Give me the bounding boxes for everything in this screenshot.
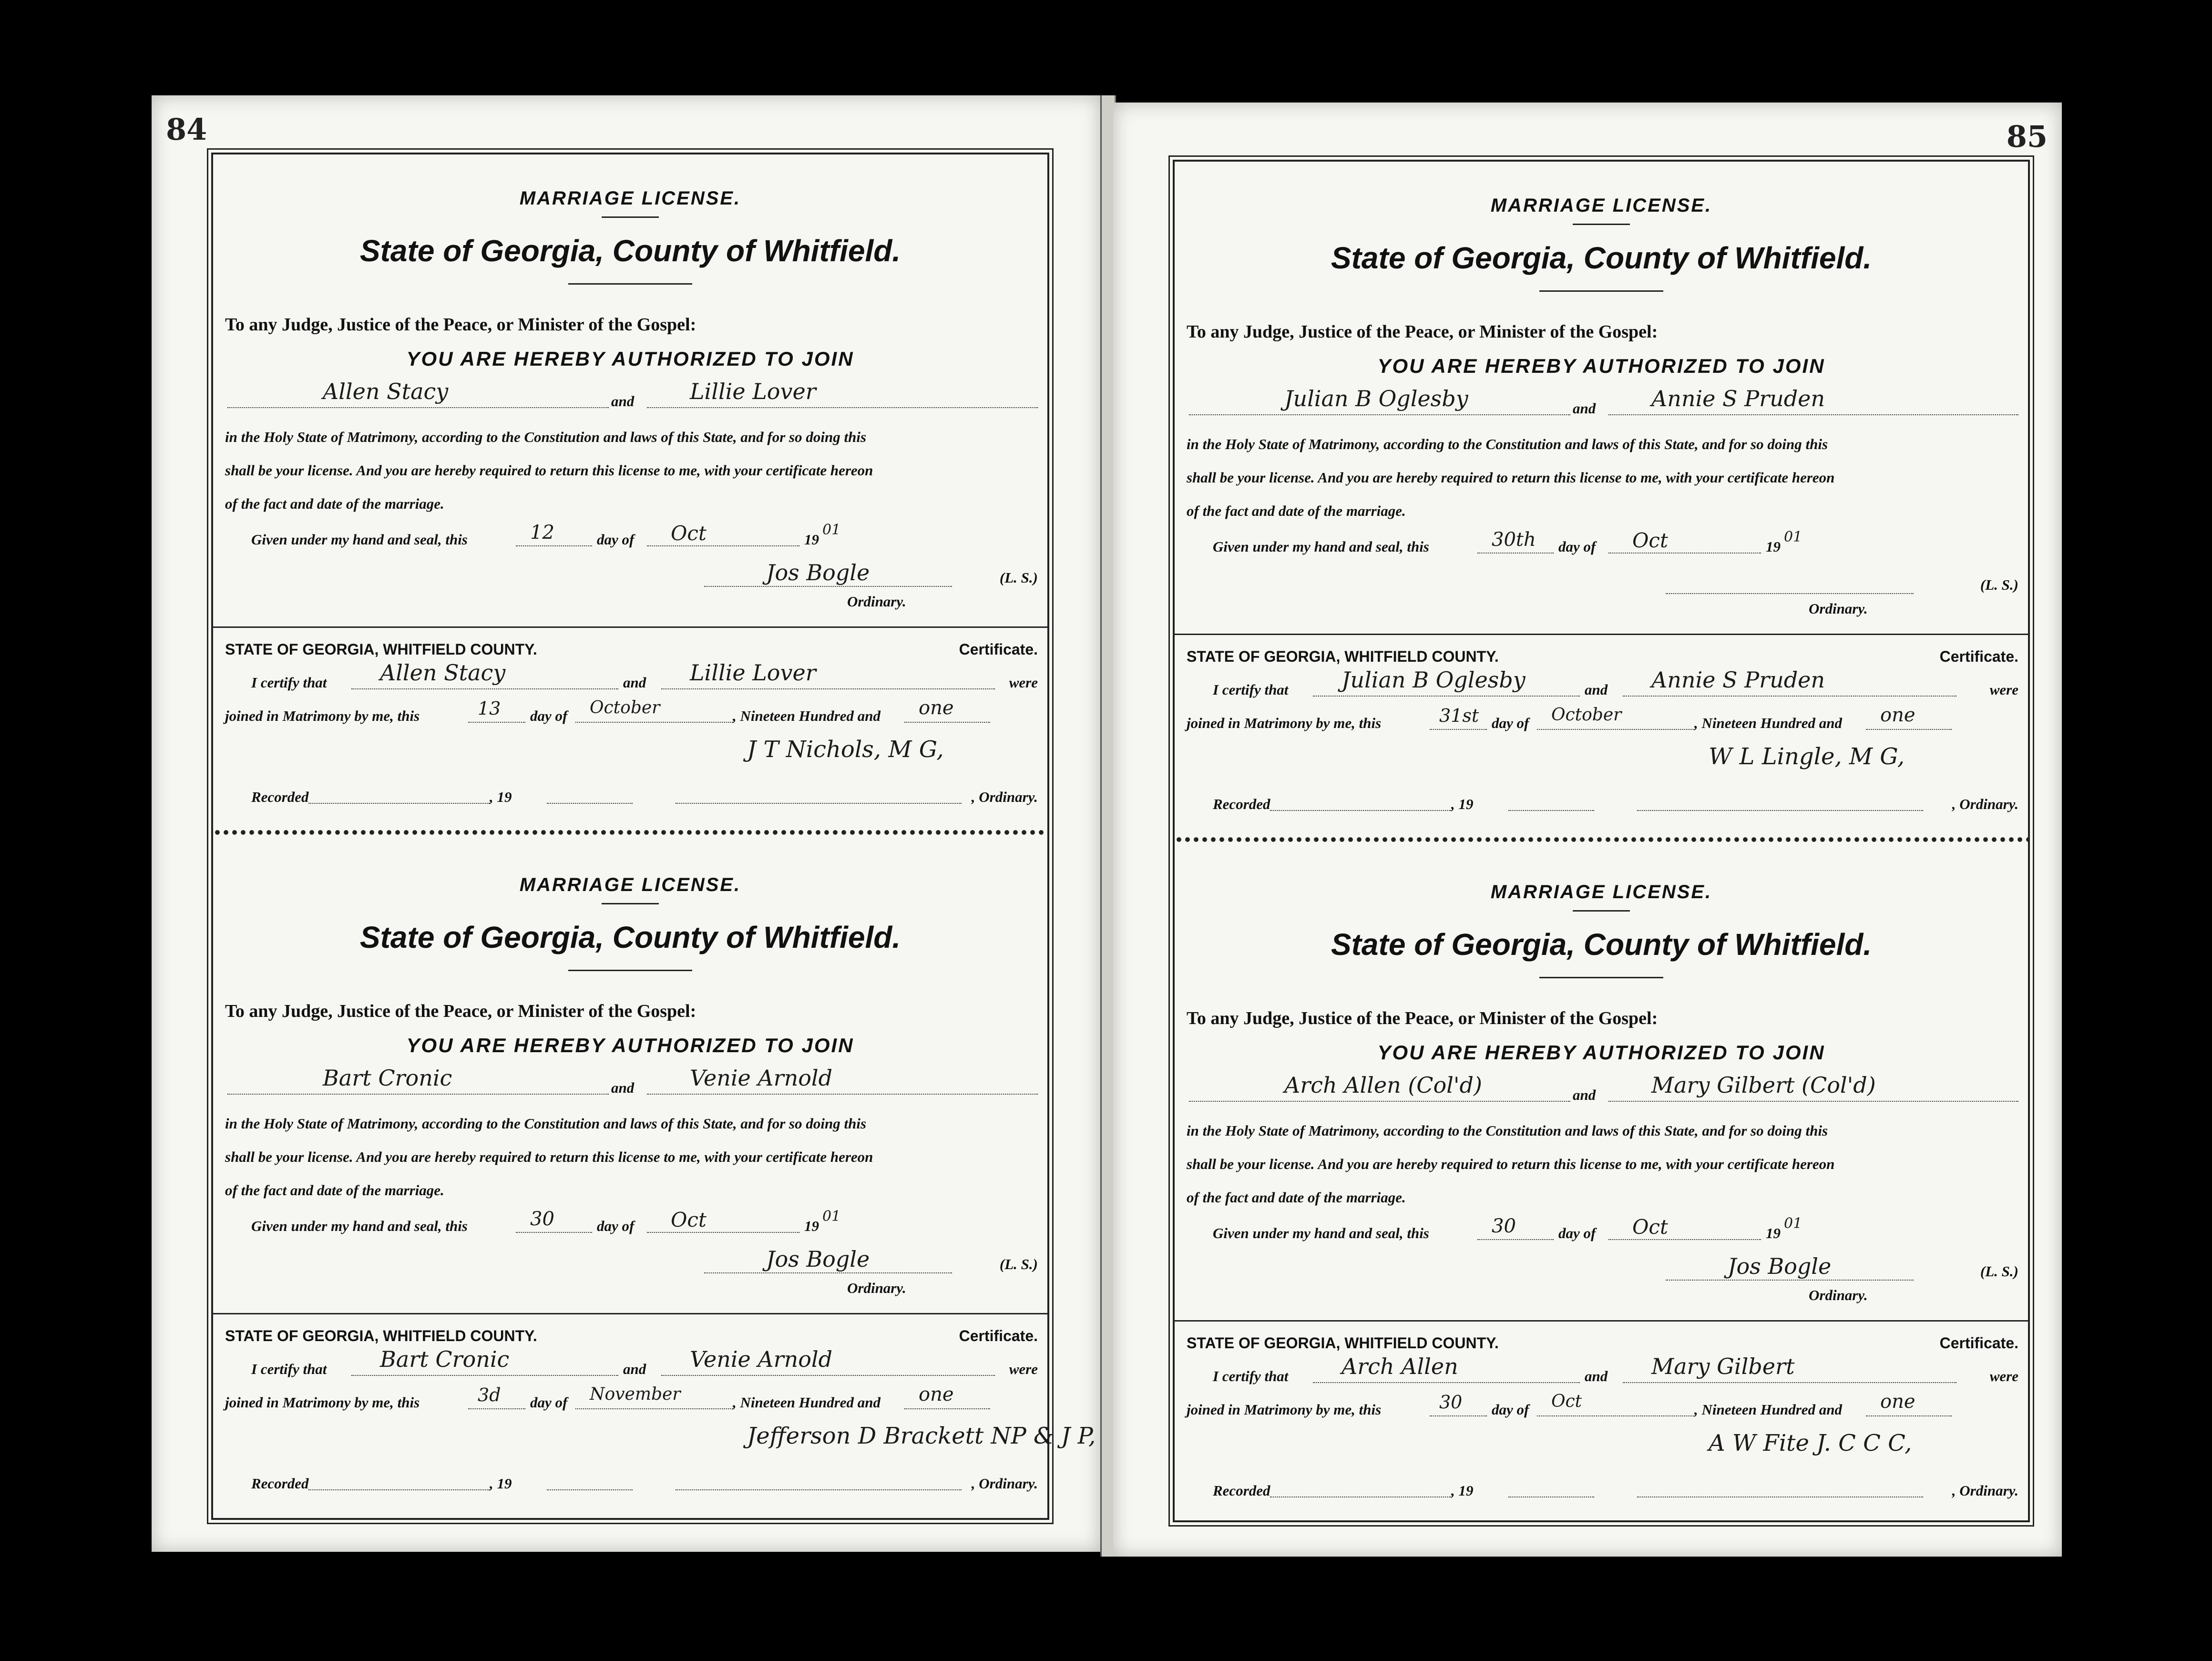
cert-bride-line xyxy=(661,688,995,689)
year-prefix: 19 xyxy=(1766,538,1781,555)
recorded-ordinary-line xyxy=(1637,810,1923,811)
ls-label: (L. S.) xyxy=(1980,576,2018,593)
recorded-label: Recorded xyxy=(251,1475,309,1492)
given-day-line xyxy=(516,545,592,546)
cert-bride-line xyxy=(1623,696,1956,697)
given-month-line xyxy=(647,545,799,546)
page-number: 84 xyxy=(166,112,207,147)
officiant-signature: Jefferson D Brackett NP & J P, xyxy=(747,1423,1096,1449)
cert-groom-line xyxy=(1313,696,1580,697)
certify-label: I certify that xyxy=(1213,681,1289,698)
day-of-label: day of xyxy=(1558,1225,1596,1241)
cert-month: October xyxy=(590,698,660,718)
certify-label: I certify that xyxy=(251,674,327,691)
were-label: were xyxy=(1009,674,1038,691)
body-text-line: shall be your license. And you are hereby required to return this license to me, with your certificate hereon xyxy=(1187,1156,1835,1172)
ordinary-end-label: , Ordinary. xyxy=(971,1475,1038,1492)
cert-month-line xyxy=(1537,729,1694,730)
given-day: 30 xyxy=(530,1208,554,1230)
bride-line xyxy=(647,407,1038,408)
salutation-line: To any Judge, Justice of the Peace, or Minister of the Gospel: xyxy=(1187,322,1658,342)
recorded-year-line xyxy=(1508,810,1594,811)
cert-month: October xyxy=(1551,705,1622,725)
day-of-label: day of xyxy=(530,707,568,724)
year-suffix: 01 xyxy=(822,522,841,538)
bride-name: Annie S Pruden xyxy=(1651,386,1825,411)
recorded-line xyxy=(308,803,490,804)
day-of-label: day of xyxy=(530,1394,568,1411)
given-month-line xyxy=(1608,1239,1761,1240)
license-record xyxy=(213,154,1047,827)
cert-year: one xyxy=(919,1384,954,1405)
cert-bride-line xyxy=(661,1375,995,1376)
ornament-rule xyxy=(1573,910,1630,912)
recorded-label: Recorded xyxy=(251,789,309,805)
body-text-line: of the fact and date of the marriage. xyxy=(225,495,444,512)
recorded-ordinary-line xyxy=(676,803,962,804)
ordinary-label: Ordinary. xyxy=(847,593,906,610)
ordinary-end-label: , Ordinary. xyxy=(1952,1482,2018,1499)
and-label: and xyxy=(1573,1087,1596,1103)
and-label: and xyxy=(611,393,635,410)
cert-day-line xyxy=(468,722,525,723)
certificate-state-heading: STATE OF GEORGIA, WHITFIELD COUNTY. xyxy=(1187,648,1499,665)
body-text-line: of the fact and date of the marriage. xyxy=(1187,1189,1406,1206)
groom-name: Julian B Oglesby xyxy=(1284,386,1468,411)
officiant-signature: W L Lingle, M G, xyxy=(1709,743,1905,770)
cert-groom-name: Julian B Oglesby xyxy=(1342,667,1526,693)
ornament-rule xyxy=(568,970,692,971)
cert-day: 13 xyxy=(478,698,501,719)
given-day-line xyxy=(516,1232,592,1233)
recorded-year: , 19 xyxy=(1451,1482,1474,1499)
body-text-line: of the fact and date of the marriage. xyxy=(225,1182,444,1199)
groom-line xyxy=(1189,414,1570,415)
ordinary-signature: Jos Bogle xyxy=(1728,1253,1832,1279)
given-month: Oct xyxy=(671,522,707,545)
recorded-label: Recorded xyxy=(1213,796,1270,812)
ordinary-signature-line xyxy=(704,586,952,587)
and-label: and xyxy=(623,674,646,691)
groom-name: Bart Cronic xyxy=(323,1065,452,1091)
recorded-label: Recorded xyxy=(1213,1482,1270,1499)
cert-bride-line xyxy=(1623,1382,1956,1383)
authorization-line: YOU ARE HEREBY AUTHORIZED TO JOIN xyxy=(406,1034,854,1056)
ornament-rule xyxy=(602,216,659,218)
given-month: Oct xyxy=(1632,529,1668,552)
certificate-label: Certificate. xyxy=(1939,648,2018,665)
given-label: Given under my hand and seal, this xyxy=(1213,538,1429,555)
bride-name: Lillie Lover xyxy=(690,379,816,404)
cert-year-line xyxy=(1866,729,1952,730)
and-label: and xyxy=(1585,1368,1608,1384)
license-heading: MARRIAGE LICENSE. xyxy=(1490,882,1712,902)
ls-label: (L. S.) xyxy=(999,569,1038,586)
body-text-line: shall be your license. And you are hereby required to return this license to me, with your certificate hereon xyxy=(225,1148,873,1165)
given-label: Given under my hand and seal, this xyxy=(1213,1225,1429,1241)
ordinary-signature-line xyxy=(1666,1280,1914,1281)
certificate-state-heading: STATE OF GEORGIA, WHITFIELD COUNTY. xyxy=(225,1327,537,1344)
joined-label: joined in Matrimony by me, this xyxy=(225,1394,420,1411)
given-month-line xyxy=(1608,553,1761,554)
bride-line xyxy=(647,1094,1038,1095)
cert-day-line xyxy=(468,1408,525,1409)
cert-month-line xyxy=(1537,1415,1694,1416)
year-prefix: 19 xyxy=(804,1218,819,1234)
cert-year: one xyxy=(1880,1391,1915,1413)
ornament-rule xyxy=(1573,224,1630,225)
groom-name: Allen Stacy xyxy=(323,379,449,404)
ornament-rule xyxy=(602,903,659,904)
ordinary-label: Ordinary. xyxy=(1809,600,1868,617)
given-day-line xyxy=(1477,553,1554,554)
authorization-line: YOU ARE HEREBY AUTHORIZED TO JOIN xyxy=(1377,355,1825,377)
day-of-label: day of xyxy=(597,1218,635,1234)
page-number: 85 xyxy=(2006,119,2048,154)
license-record xyxy=(213,841,1096,1513)
were-label: were xyxy=(1989,1368,2018,1384)
state-title: State of Georgia, County of Whitfield. xyxy=(359,234,901,268)
were-label: were xyxy=(1009,1361,1038,1377)
cert-groom-name: Allen Stacy xyxy=(380,660,506,686)
ordinary-end-label: , Ordinary. xyxy=(1952,796,2018,812)
year-suffix: 01 xyxy=(822,1208,841,1225)
ls-label: (L. S.) xyxy=(1980,1263,2018,1280)
year-prefix: 19 xyxy=(804,531,819,548)
license-frame xyxy=(1173,160,2030,1522)
cert-day: 31st xyxy=(1439,705,1479,726)
joined-label: joined in Matrimony by me, this xyxy=(1187,1401,1382,1418)
officiant-signature: A W Fite J. C C C, xyxy=(1709,1430,1912,1456)
certificate-label: Certificate. xyxy=(959,1327,1038,1344)
nineteen-hundred-label: , Nineteen Hundred and xyxy=(1694,715,1843,731)
bride-line xyxy=(1608,1101,2018,1102)
groom-line xyxy=(227,1094,609,1095)
cert-bride-name: Mary Gilbert xyxy=(1651,1353,1795,1379)
groom-line xyxy=(1189,1101,1570,1102)
ornament-rule xyxy=(568,283,692,285)
cert-year: one xyxy=(919,697,954,719)
license-heading: MARRIAGE LICENSE. xyxy=(519,188,741,209)
were-label: were xyxy=(1989,681,2018,698)
recorded-year: , 19 xyxy=(490,1475,512,1492)
certify-label: I certify that xyxy=(251,1361,327,1377)
cert-groom-line xyxy=(1313,1382,1580,1383)
ls-label: (L. S.) xyxy=(999,1256,1038,1272)
salutation-line: To any Judge, Justice of the Peace, or Minister of the Gospel: xyxy=(1187,1008,1658,1028)
section-rule xyxy=(1175,634,2028,635)
body-text-line: of the fact and date of the marriage. xyxy=(1187,502,1406,519)
record-separator xyxy=(1175,836,2028,843)
year-suffix: 01 xyxy=(1784,1215,1802,1232)
section-rule xyxy=(213,1313,1047,1314)
bride-name: Mary Gilbert (Col'd) xyxy=(1651,1072,1876,1098)
recorded-year-line xyxy=(547,803,633,804)
license-record xyxy=(1175,162,2028,834)
cert-year: one xyxy=(1880,704,1915,726)
given-day-line xyxy=(1477,1239,1554,1240)
bride-line xyxy=(1608,414,2018,415)
joined-label: joined in Matrimony by me, this xyxy=(225,707,420,724)
cert-year-line xyxy=(1866,1415,1952,1416)
cert-day: 3d xyxy=(478,1384,501,1405)
year-suffix: 01 xyxy=(1784,529,1802,545)
ordinary-signature-line xyxy=(1666,593,1914,594)
state-title: State of Georgia, County of Whitfield. xyxy=(1331,927,1872,962)
license-record xyxy=(1175,848,2028,1520)
record-separator xyxy=(213,829,1047,836)
and-label: and xyxy=(1585,681,1608,698)
ornament-rule xyxy=(1539,290,1663,292)
ordinary-end-label: , Ordinary. xyxy=(971,789,1038,805)
day-of-label: day of xyxy=(1492,1401,1529,1418)
given-day: 30th xyxy=(1492,529,1536,551)
given-month: Oct xyxy=(671,1208,707,1231)
given-label: Given under my hand and seal, this xyxy=(251,1218,468,1234)
and-label: and xyxy=(1573,400,1596,417)
cert-day: 30 xyxy=(1439,1392,1463,1413)
body-text-line: in the Holy State of Matrimony, according to the Constitution and laws of this State, and for so doing this xyxy=(225,429,867,445)
day-of-label: day of xyxy=(1492,715,1529,731)
cert-month: Oct xyxy=(1551,1392,1582,1411)
recorded-year-line xyxy=(547,1489,633,1490)
recorded-line xyxy=(1270,810,1451,811)
ordinary-signature-line xyxy=(704,1272,952,1273)
cert-year-line xyxy=(904,722,990,723)
given-day: 30 xyxy=(1492,1215,1516,1237)
given-day: 12 xyxy=(530,522,554,543)
recorded-ordinary-line xyxy=(676,1489,962,1490)
day-of-label: day of xyxy=(597,531,635,548)
cert-bride-name: Annie S Pruden xyxy=(1651,667,1825,693)
certificate-label: Certificate. xyxy=(959,641,1038,658)
cert-day-line xyxy=(1430,1415,1487,1416)
state-title: State of Georgia, County of Whitfield. xyxy=(359,920,901,954)
state-title: State of Georgia, County of Whitfield. xyxy=(1331,241,1872,275)
body-text-line: shall be your license. And you are hereby required to return this license to me, with your certificate hereon xyxy=(225,462,873,479)
ordinary-label: Ordinary. xyxy=(847,1280,906,1296)
certificate-state-heading: STATE OF GEORGIA, WHITFIELD COUNTY. xyxy=(1187,1334,1499,1352)
given-month-line xyxy=(647,1232,799,1233)
bride-name: Venie Arnold xyxy=(690,1065,833,1091)
body-text-line: in the Holy State of Matrimony, according to the Constitution and laws of this State, and for so doing this xyxy=(225,1115,867,1132)
authorization-line: YOU ARE HEREBY AUTHORIZED TO JOIN xyxy=(406,348,854,370)
cert-day-line xyxy=(1430,729,1487,730)
cert-bride-name: Lillie Lover xyxy=(690,660,816,686)
year-prefix: 19 xyxy=(1766,1225,1781,1241)
groom-line xyxy=(227,407,609,408)
and-label: and xyxy=(611,1079,635,1096)
ordinary-signature: Jos Bogle xyxy=(766,1246,870,1272)
nineteen-hundred-label: , Nineteen Hundred and xyxy=(1694,1401,1843,1418)
section-rule xyxy=(1175,1320,2028,1322)
cert-month-line xyxy=(575,1408,733,1409)
joined-label: joined in Matrimony by me, this xyxy=(1187,715,1382,731)
right-ledger-page xyxy=(1113,103,2062,1557)
body-text-line: shall be your license. And you are hereby required to return this license to me, with your certificate hereon xyxy=(1187,469,1835,486)
given-label: Given under my hand and seal, this xyxy=(251,531,468,548)
salutation-line: To any Judge, Justice of the Peace, or Minister of the Gospel: xyxy=(225,315,696,335)
certify-label: I certify that xyxy=(1213,1368,1289,1384)
certificate-state-heading: STATE OF GEORGIA, WHITFIELD COUNTY. xyxy=(225,641,537,658)
and-label: and xyxy=(623,1361,646,1377)
body-text-line: in the Holy State of Matrimony, according to the Constitution and laws of this State, and for so doing this xyxy=(1187,436,1828,452)
ornament-rule xyxy=(1539,977,1663,978)
nineteen-hundred-label: , Nineteen Hundred and xyxy=(733,707,881,724)
license-heading: MARRIAGE LICENSE. xyxy=(1490,195,1712,216)
given-month: Oct xyxy=(1632,1215,1668,1239)
cert-year-line xyxy=(904,1408,990,1409)
license-frame xyxy=(211,153,1096,1520)
nineteen-hundred-label: , Nineteen Hundred and xyxy=(733,1394,881,1411)
ordinary-label: Ordinary. xyxy=(1809,1287,1868,1303)
recorded-year: , 19 xyxy=(1451,796,1474,812)
cert-month: November xyxy=(590,1384,681,1404)
cert-bride-name: Venie Arnold xyxy=(690,1346,833,1372)
body-text-line: in the Holy State of Matrimony, according to the Constitution and laws of this State, and for so doing this xyxy=(1187,1122,1828,1139)
section-rule xyxy=(213,626,1047,628)
recorded-line xyxy=(308,1489,490,1490)
cert-groom-line xyxy=(351,1375,618,1376)
salutation-line: To any Judge, Justice of the Peace, or Minister of the Gospel: xyxy=(225,1001,696,1021)
cert-groom-name: Arch Allen xyxy=(1342,1353,1458,1379)
cert-groom-line xyxy=(351,688,618,689)
groom-name: Arch Allen (Col'd) xyxy=(1284,1072,1482,1098)
left-ledger-page xyxy=(152,95,1100,1552)
certificate-label: Certificate. xyxy=(1939,1334,2018,1352)
license-heading: MARRIAGE LICENSE. xyxy=(519,874,741,895)
cert-groom-name: Bart Cronic xyxy=(380,1346,510,1372)
recorded-year: , 19 xyxy=(490,789,512,805)
ordinary-signature: Jos Bogle xyxy=(766,560,870,585)
day-of-label: day of xyxy=(1558,538,1596,555)
cert-month-line xyxy=(575,722,733,723)
officiant-signature: J T Nichols, M G, xyxy=(747,736,944,763)
authorization-line: YOU ARE HEREBY AUTHORIZED TO JOIN xyxy=(1377,1041,1825,1064)
